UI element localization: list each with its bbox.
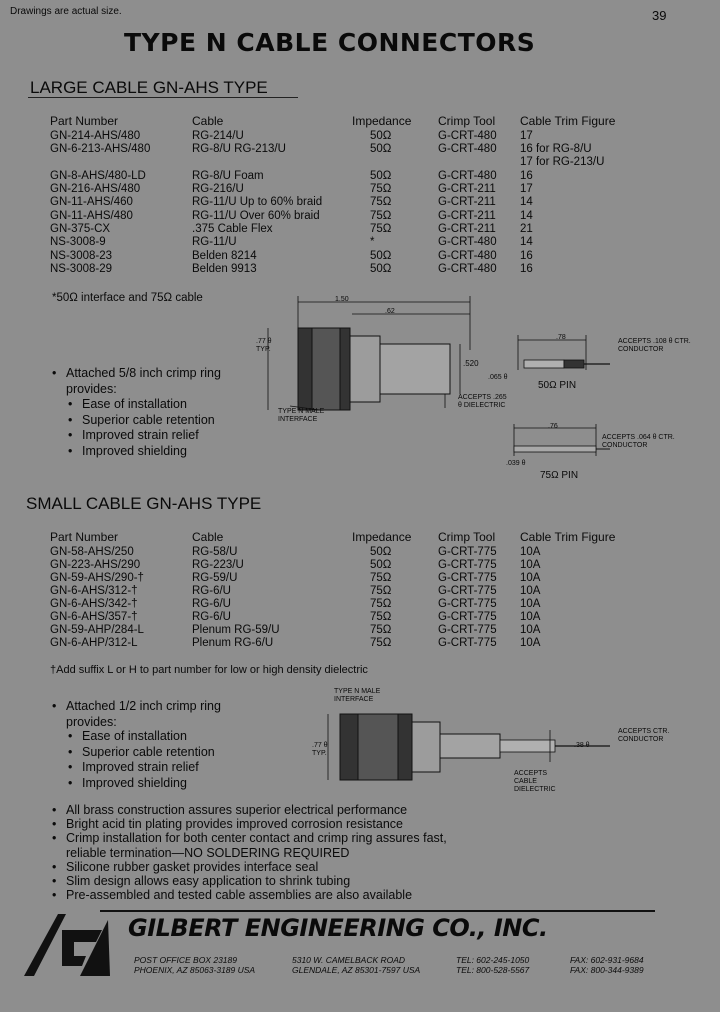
col-cable: Cable: [192, 114, 224, 128]
large-connector-drawing: [250, 290, 490, 450]
dim-body-length: .62: [385, 308, 395, 315]
small-footnote: †Add suffix L or H to part number for low or high density dielectric: [50, 664, 368, 676]
drawings-note: Drawings are actual size.: [10, 6, 122, 17]
large-cable-table: Part Number Cable Impedance Crimp Tool Cable Trim Figure GN-214-AHS/480 RG-214/U 50Ω G-CRT-480 17 GN-6-213-AHS/480 RG-8/U RG-213/U 50Ω G-CRT-480 16 for RG-8/U 17 for RG-213/U GN-8-AHS/480-LD RG-8/U Foam 50Ω G-CRT-480 16 GN-216-AHS/480 RG-216/U 75Ω G-CRT-211 17 GN-11-AHS/460 RG-11/U Up to 60% braid 75Ω G-CRT-211 14 GN-11-AHS/480 RG-11/U Over 60% braid 75Ω G-CRT-211 14 GN-375-CX .375 Cable Flex 75Ω G-CRT-211 21 NS-3008-9 RG-11/U * G-CRT-480 14 NS-3008-23 Belden 8214 50Ω G-CRT-480 16 NS-3008-29 Belden 9913 50Ω G-CRT-480 16: [50, 114, 616, 275]
col-crimp-tool: Crimp Tool: [438, 114, 496, 128]
large-section-heading: LARGE CABLE GN-AHS TYPE: [30, 78, 268, 97]
col-trim-figure: Cable Trim Figure: [520, 114, 616, 128]
pin-75-length: .76: [548, 423, 558, 430]
list-item: • Crimp installation for both center contact and crimp ring assures fast, reliable termination—NO SOLDERING REQUIRED: [52, 831, 472, 859]
col-crimp-tool: Crimp Tool: [438, 530, 496, 544]
col-part-number: Part Number: [50, 114, 119, 128]
list-item: • Ease of installation: [68, 729, 238, 745]
small-features-list: [68, 729, 238, 791]
col-impedance: Impedance: [352, 530, 412, 544]
small-interface-label: TYPE N MALE INTERFACE: [334, 688, 381, 703]
list-item: • Improved strain relief: [68, 760, 238, 776]
small-accepts-dielectric: ACCEPTS CABLE DIELECTRIC: [514, 770, 556, 793]
telephone: TEL: 602-245-1050 TEL: 800-528-5567: [456, 955, 530, 975]
dielectric-label: ACCEPTS .265 θ DIELECTRIC: [458, 394, 507, 409]
list-item: • Silicone rubber gasket provides interface seal: [52, 860, 472, 874]
pin-75-diameter: .039 θ: [506, 460, 526, 467]
pin-75-accepts: ACCEPTS .064 θ CTR. CONDUCTOR: [602, 434, 675, 449]
pin-50-length: .78: [556, 334, 566, 341]
col-trim-figure: Cable Trim Figure: [520, 530, 616, 544]
col-part-number: Part Number: [50, 530, 119, 544]
large-features-list: [68, 397, 218, 459]
list-item: • Pre-assembled and tested cable assemblies are also available: [52, 888, 472, 902]
dim-height: .520: [463, 359, 479, 368]
list-item: • Slim design allows easy application to shrink tubing: [52, 874, 472, 888]
fax: FAX: 602-931-9684 FAX: 800-344-9389: [570, 955, 644, 975]
large-features-intro: • Attached 5/8 inch crimp ring provides:: [52, 366, 221, 396]
list-item: • Superior cable retention: [68, 745, 238, 761]
pin-50-accepts: ACCEPTS .108 θ CTR. CONDUCTOR: [618, 338, 691, 353]
heading-divider: [28, 97, 298, 98]
small-accepts-conductor: ACCEPTS CTR. CONDUCTOR: [618, 728, 670, 743]
list-item: • All brass construction assures superior electrical performance: [52, 803, 472, 817]
small-section-heading: SMALL CABLE GN-AHS TYPE: [26, 494, 262, 513]
small-dim-side: .77 θ TYP.: [312, 742, 328, 757]
list-item: • Superior cable retention: [68, 413, 218, 429]
footer-rule: [100, 910, 655, 912]
large-footnote: *50Ω interface and 75Ω cable: [52, 292, 203, 304]
list-item: • Bright acid tin plating provides improved corrosion resistance: [52, 817, 472, 831]
small-features-intro: • Attached 1/2 inch crimp ring provides:: [52, 699, 221, 729]
col-impedance: Impedance: [352, 114, 412, 128]
col-cable: Cable: [192, 530, 224, 544]
company-name: GILBERT ENGINEERING CO., INC.: [128, 914, 548, 942]
list-item: • Ease of installation: [68, 397, 218, 413]
interface-label: TYPE N MALE INTERFACE: [278, 408, 325, 423]
general-features-list: [52, 803, 472, 902]
pin-75-label: 75Ω PIN: [540, 470, 579, 481]
list-item: • Improved strain relief: [68, 428, 218, 444]
dim-overall-length: 1.50: [335, 296, 349, 303]
dim-side: .77 θ TYP.: [256, 338, 272, 353]
pin-50-label: 50Ω PIN: [538, 380, 577, 391]
company-logo-icon: [22, 910, 112, 980]
address-po: POST OFFICE BOX 23189 PHOENIX, AZ 85063-3189 USA: [134, 955, 256, 975]
pin-50-diameter: .065 θ: [488, 374, 508, 381]
list-item: • Improved shielding: [68, 776, 238, 792]
small-dim-diameter: .38 θ: [574, 742, 590, 749]
small-cable-table: Part Number Cable Impedance Crimp Tool Cable Trim Figure GN-58-AHS/250 RG-58/U 50Ω G-CRT-775 10A GN-223-AHS/290 RG-223/U 50Ω G-CRT-775 10A GN-59-AHS/290-† RG-59/U 75Ω G-CRT-775 10A GN-6-AHS/312-† RG-6/U 75Ω G-CRT-775 10A GN-6-AHS/342-† RG-6/U 75Ω G-CRT-775 10A GN-6-AHS/357-† RG-6/U 75Ω G-CRT-775 10A GN-59-AHP/284-L Plenum RG-59/U 75Ω G-CRT-775 10A GN-6-AHP/312-L Plenum RG-6/U 75Ω G-CRT-775 10A: [50, 530, 616, 649]
address-street: 5310 W. CAMELBACK ROAD GLENDALE, AZ 85301-7597 USA: [292, 955, 421, 975]
page-title: TYPE N CABLE CONNECTORS: [124, 28, 536, 57]
list-item: • Improved shielding: [68, 444, 218, 460]
page-number: 39: [652, 8, 667, 23]
